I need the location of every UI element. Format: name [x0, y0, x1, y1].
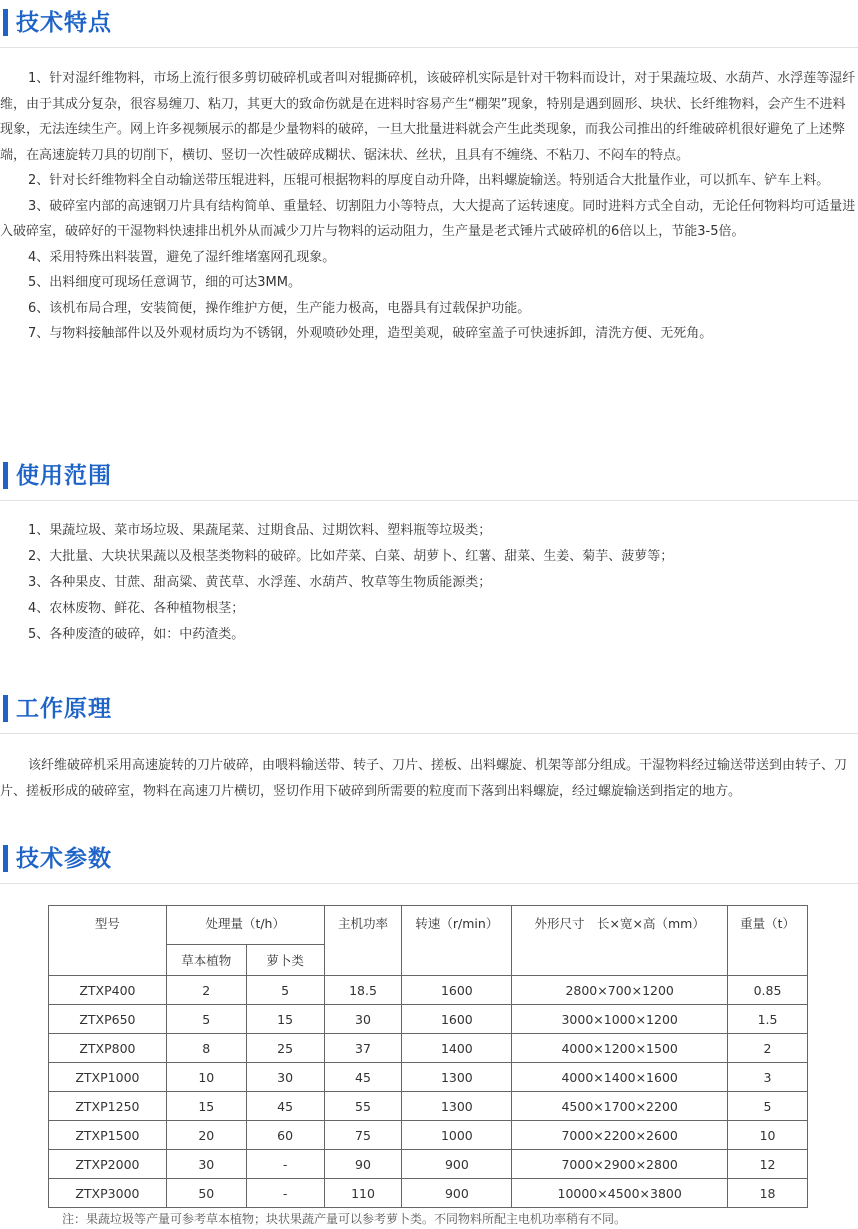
speed-cell: 1400: [402, 1034, 512, 1063]
weight-cell: 1.5: [728, 1005, 808, 1034]
header-power: 主机功率: [324, 906, 402, 976]
table-row: [49, 1005, 808, 1034]
scope-item-1: 1、果蔬垃圾、菜市场垃圾、果蔬尾菜、过期食品、过期饮料、塑料瓶等垃圾类；: [28, 523, 492, 538]
model-cell: ZTXP2000: [49, 1150, 167, 1179]
model-cell: ZTXP1250: [49, 1092, 167, 1121]
speed-cell: 1600: [402, 1005, 512, 1034]
feature-item-6: 6、该机布局合理，安装简便，操作维护方便，生产能力极高，电器具有过载保护功能。: [28, 300, 531, 316]
herb-capacity-cell: 20: [166, 1121, 246, 1150]
power-cell: 37: [324, 1034, 402, 1063]
table-row: [49, 1034, 808, 1063]
model-cell: ZTXP1500: [49, 1121, 167, 1150]
principle-text-block: [0, 753, 856, 804]
features-list: [0, 66, 856, 347]
divider: [0, 733, 858, 734]
dims-cell: 2800×700×1200: [512, 976, 728, 1005]
speed-cell: 1300: [402, 1092, 512, 1121]
divider: [0, 500, 858, 501]
model-cell: ZTXP400: [49, 976, 167, 1005]
power-cell: 30: [324, 1005, 402, 1034]
divider: [0, 47, 858, 48]
section-header-scope: [0, 453, 858, 501]
herb-capacity-cell: 8: [166, 1034, 246, 1063]
herb-capacity-cell: 10: [166, 1063, 246, 1092]
radish-capacity-cell: 45: [246, 1092, 324, 1121]
weight-cell: 5: [728, 1092, 808, 1121]
table-row: [49, 1121, 808, 1150]
speed-cell: 1000: [402, 1121, 512, 1150]
divider: [0, 883, 858, 884]
weight-cell: 12: [728, 1150, 808, 1179]
header-weight: 重量（t）: [728, 906, 808, 976]
dims-cell: 10000×4500×3800: [512, 1179, 728, 1208]
power-cell: 45: [324, 1063, 402, 1092]
herb-capacity-cell: 50: [166, 1179, 246, 1208]
section-marker: [3, 845, 8, 872]
model-cell: ZTXP800: [49, 1034, 167, 1063]
speed-cell: 1600: [402, 976, 512, 1005]
scope-item-2: 2、大批量、大块状果蔬以及根茎类物料的破碎。比如芹菜、白菜、胡萝卜、红薯、甜菜、生姜、菊芋、菠萝等；: [28, 549, 674, 564]
scope-list: [28, 518, 848, 648]
scope-item-5: 5、各种废渣的破碎，如：中药渣类。: [28, 627, 245, 642]
section-title: 技术特点: [16, 10, 112, 36]
section-title: 工作原理: [16, 696, 112, 722]
speed-cell: 900: [402, 1179, 512, 1208]
header-cap-radish: 萝卜类: [246, 945, 324, 976]
herb-capacity-cell: 15: [166, 1092, 246, 1121]
section-marker: [3, 695, 8, 722]
principle-text: 该纤维破碎机采用高速旋转的刀片破碎，由喂料输送带、转子、刀片、搓板、出料螺旋、机架等部分组成。干湿物料经过输送带送到由转子、刀片、搓板形成的破碎室，物料在高速刀片横切，竖切作用下破碎到所需要的粒度而下落到出料螺旋，经过螺旋输送到指定的地方。: [0, 758, 848, 799]
header-model: 型号: [49, 906, 167, 976]
header-speed: 转速（r/min）: [402, 906, 512, 976]
weight-cell: 10: [728, 1121, 808, 1150]
feature-item-4: 4、采用特殊出料装置，避免了湿纤维堵塞网孔现象。: [28, 249, 336, 265]
scope-item-4: 4、农林废物、鲜花、各种植物根茎；: [28, 601, 245, 616]
herb-capacity-cell: 5: [166, 1005, 246, 1034]
radish-capacity-cell: 25: [246, 1034, 324, 1063]
radish-capacity-cell: -: [246, 1179, 324, 1208]
header-capacity: 处理量（t/h）: [166, 906, 324, 945]
section-header-features: [0, 0, 858, 48]
dims-cell: 7000×2200×2600: [512, 1121, 728, 1150]
radish-capacity-cell: 60: [246, 1121, 324, 1150]
section-title: 技术参数: [16, 846, 112, 872]
power-cell: 110: [324, 1179, 402, 1208]
table-row: [49, 976, 808, 1005]
power-cell: 90: [324, 1150, 402, 1179]
feature-item-5: 5、出料细度可现场任意调节，细的可达3MM。: [28, 275, 301, 290]
table-row: [49, 1092, 808, 1121]
dims-cell: 4000×1400×1600: [512, 1063, 728, 1092]
power-cell: 18.5: [324, 976, 402, 1005]
feature-item-3: 3、破碎室内部的高速钢刀片具有结构简单、重量轻、切割阻力小等特点，大大提高了运转速度。同时进料方式全自动，无论任何物料均可适量进入破碎室，破碎好的干湿物料快速排出机外从而减少刀片与物料的运动阻力，生产量是老式锤片式破碎机的6倍以上，节能3-5倍。: [0, 198, 856, 239]
weight-cell: 18: [728, 1179, 808, 1208]
table-body: [49, 976, 808, 1208]
section-marker: [3, 462, 8, 489]
herb-capacity-cell: 2: [166, 976, 246, 1005]
dims-cell: 3000×1000×1200: [512, 1005, 728, 1034]
section-header-specs: [0, 836, 858, 884]
header-cap-herb: 草本植物: [166, 945, 246, 976]
model-cell: ZTXP3000: [49, 1179, 167, 1208]
radish-capacity-cell: 15: [246, 1005, 324, 1034]
dims-cell: 4000×1200×1500: [512, 1034, 728, 1063]
feature-item-7: 7、与物料接触部件以及外观材质均为不锈钢，外观喷砂处理，造型美观，破碎室盖子可快速拆卸，清洗方便、无死角。: [28, 326, 713, 341]
weight-cell: 3: [728, 1063, 808, 1092]
section-marker: [3, 9, 8, 36]
section-title: 使用范围: [16, 463, 112, 489]
dims-cell: 4500×1700×2200: [512, 1092, 728, 1121]
power-cell: 55: [324, 1092, 402, 1121]
model-cell: ZTXP1000: [49, 1063, 167, 1092]
weight-cell: 0.85: [728, 976, 808, 1005]
radish-capacity-cell: -: [246, 1150, 324, 1179]
herb-capacity-cell: 30: [166, 1150, 246, 1179]
table-row: [49, 1179, 808, 1208]
speed-cell: 900: [402, 1150, 512, 1179]
table-row: [49, 1063, 808, 1092]
table-row: [49, 1150, 808, 1179]
spec-table: [48, 905, 808, 1208]
model-cell: ZTXP650: [49, 1005, 167, 1034]
section-header-principle: [0, 686, 858, 734]
radish-capacity-cell: 5: [246, 976, 324, 1005]
dims-cell: 7000×2900×2800: [512, 1150, 728, 1179]
speed-cell: 1300: [402, 1063, 512, 1092]
scope-item-3: 3、各种果皮、甘蔗、甜高粱、黄芪草、水浮莲、水葫芦、牧草等生物质能源类；: [28, 575, 492, 590]
feature-item-1: 1、针对湿纤维物料，市场上流行很多剪切破碎机或者叫对辊撕碎机，该破碎机实际是针对干物料而设计，对于果蔬垃圾、水葫芦、水浮莲等湿纤维，由于其成分复杂，很容易缠刀、粘刀，其更大的致命伤就是在进料时容易产生“棚架”现象，特别是遇到圆形、块状、长纤维物料，会产生不进料现象，无法连续生产。网上许多视频展示的都是少量物料的破碎，一旦大批量进料就会产生此类现象，而我公司推出的纤维破碎机很好避免了上述弊端，在高速旋转刀具的切削下，横切、竖切一次性破碎成糊状、锯沫状、丝状，且具有不缠绕、不粘刀、不闷车的特点。: [0, 71, 856, 163]
feature-item-2: 2、针对长纤维物料全自动输送带压辊进料，压辊可根据物料的厚度自动升降，出料螺旋输送。特别适合大批量作业，可以抓车、铲车上料。: [28, 173, 830, 188]
weight-cell: 2: [728, 1034, 808, 1063]
header-dims: 外形尺寸 长×宽×高（mm）: [512, 906, 728, 976]
table-header-row: [49, 906, 808, 945]
table-note: 注：果蔬垃圾等产量可参考草本植物；块状果蔬产量可以参考萝卜类。不同物料所配主电机功率稍有不同。: [62, 1212, 627, 1226]
power-cell: 75: [324, 1121, 402, 1150]
radish-capacity-cell: 30: [246, 1063, 324, 1092]
